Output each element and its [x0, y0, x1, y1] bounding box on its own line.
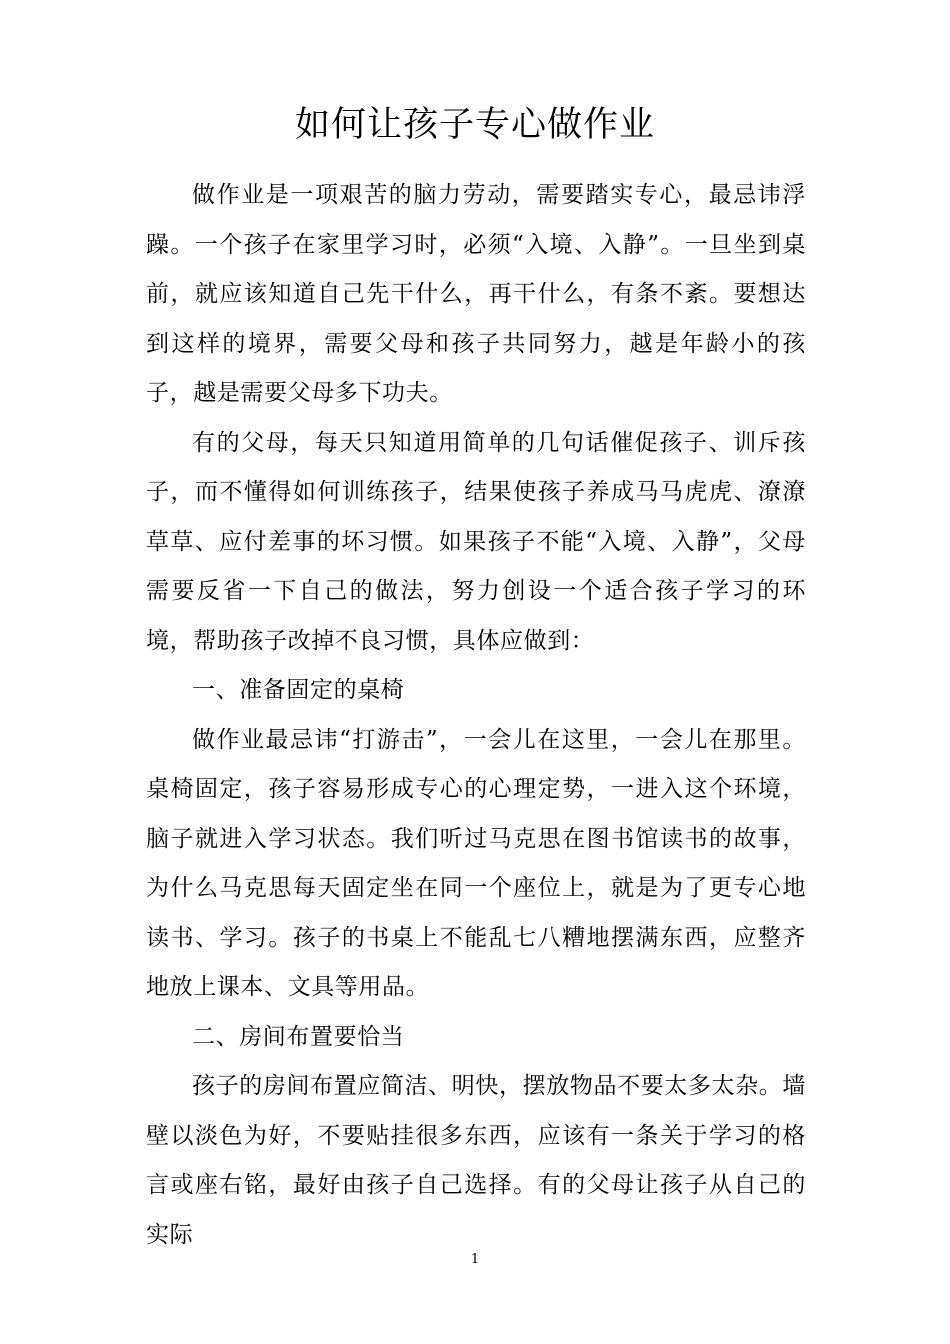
- paragraph-intro: 做作业是一项艰苦的脑力劳动，需要踏实专心，最忌讳浮躁。一个孩子在家里学习时，必须“入境、入静”。一旦坐到桌前，就应该知道自己先干什么，再干什么，有条不紊。要想达到这样的境界，需要父母和孩子共同努力，越是年龄小的孩子，越是需要父母多下功夫。: [146, 182, 806, 406]
- section-heading-room-layout: 二、房间布置要恰当: [192, 1023, 405, 1050]
- paragraph-desk-chair: 做作业最忌讳“打游击”，一会儿在这里，一会儿在那里。桌椅固定，孩子容易形成专心的心理定势，一进入这个环境，脑子就进入学习状态。我们听过马克思在图书馆读书的故事，为什么马克思每天固定坐在同一个座位上，就是为了更专心地读书、学习。孩子的书桌上不能乱七八糟地摆满东西，应整齐地放上课本、文具等用品。: [146, 726, 806, 1000]
- document-body: [146, 171, 806, 1260]
- paragraph-room-layout: 孩子的房间布置应简洁、明快，摆放物品不要太多太杂。墙壁以淡色为好，不要贴挂很多东西，应该有一条关于学习的格言或座右铭，最好由孩子自己选择。有的父母让孩子从自己的实际: [146, 1073, 806, 1248]
- page-number: 1: [470, 1252, 480, 1267]
- document-title: 如何让孩子专心做作业: [294, 105, 655, 145]
- section-heading-desk-chair: 一、准备固定的桌椅: [192, 677, 405, 703]
- paragraph-parents: 有的父母，每天只知道用简单的几句话催促孩子、训斥孩子，而不懂得如何训练孩子，结果使孩子养成马马虎虎、潦潦草草、应付差事的坏习惯。如果孩子不能“入境、入静”，父母需要反省一下自己的做法，努力创设一个适合孩子学习的环境，帮助孩子改掉不良习惯，具体应做到：: [146, 429, 806, 654]
